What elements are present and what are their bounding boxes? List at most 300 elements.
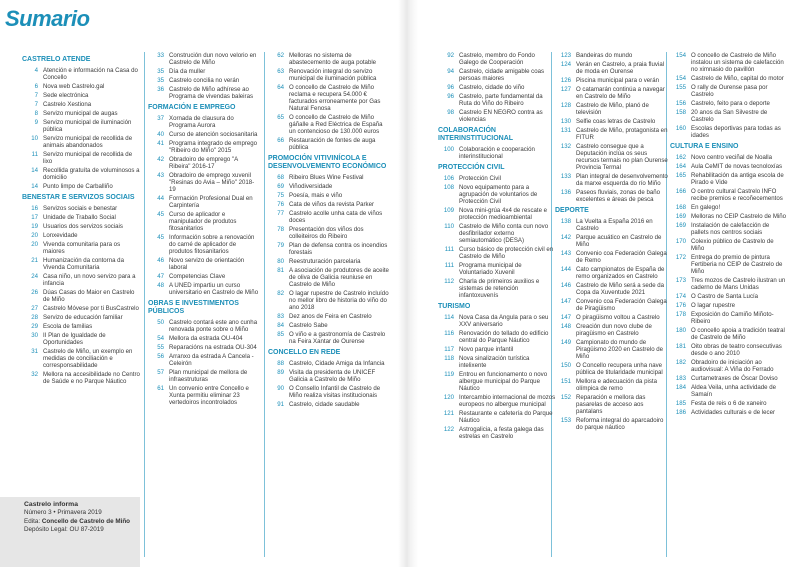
toc-entry-title: Unidade de Traballo Social	[43, 214, 116, 221]
toc-entry-title: Castrelo de Miño adhírese ao Programa de vivendas baleiras	[169, 86, 254, 100]
toc-page-number: 65	[277, 114, 284, 121]
toc-entry[interactable]	[268, 137, 390, 151]
toc-entry[interactable]	[22, 232, 142, 239]
toc-entry[interactable]	[148, 344, 260, 351]
column-rule	[264, 52, 265, 557]
toc-entry-title: O lagar rupestre de Castrelo incluído no mellor libro de historia do viño do ano 2018	[289, 290, 389, 311]
toc-entry-title: O concello de Castrelo de Miño reclama e recupera 54.000 € facturados erroneamente por Gas Natural Fenosa	[289, 84, 381, 112]
toc-entry[interactable]	[555, 61, 669, 75]
toc-entry[interactable]	[148, 211, 260, 232]
toc-entry[interactable]	[268, 322, 390, 329]
toc-entry-title: Visita da presidenta de UNICEF Galicia a Castrelo de Miño	[289, 369, 376, 383]
toc-entry[interactable]	[670, 100, 788, 107]
toc-entry-title: Viñodiversidade	[289, 183, 333, 190]
toc-entry-title: Intercambio internacional de mozos europeos no albergue municipal	[459, 394, 556, 408]
toc-entry[interactable]	[22, 135, 142, 149]
toc-page-number: 158	[675, 109, 686, 116]
toc-entry[interactable]	[555, 77, 669, 84]
toc-entry[interactable]	[438, 68, 556, 82]
toc-entry[interactable]	[268, 385, 390, 399]
toc-page-number: 90	[277, 385, 284, 392]
toc-entry[interactable]	[148, 234, 260, 255]
toc-page-number: 47	[157, 273, 164, 280]
toc-entry[interactable]	[555, 378, 669, 392]
toc-entry[interactable]	[438, 184, 556, 205]
toc-page-number: 77	[277, 210, 284, 217]
toc-entry[interactable]	[555, 86, 669, 100]
toc-entry[interactable]	[22, 273, 142, 287]
toc-entry[interactable]	[22, 214, 142, 221]
toc-page-number: 126	[560, 77, 571, 84]
toc-entry[interactable]	[148, 369, 260, 383]
toc-page-number: 174	[675, 293, 686, 300]
toc-entry-title: Renovación integral do servizo municipal de iluminación pública	[289, 68, 377, 82]
toc-entry[interactable]	[22, 110, 142, 117]
toc-entry[interactable]	[670, 311, 788, 325]
toc-entry[interactable]	[670, 375, 788, 382]
toc-entry[interactable]	[148, 156, 260, 170]
toc-entry-title: Aldea Veila, unha actividade de Samaín	[691, 384, 777, 398]
toc-entry[interactable]	[268, 258, 390, 265]
toc-entry-title: Programa integrado de emprego "Ribeiro do Miño" 2015	[169, 140, 258, 154]
toc-page-number: 144	[560, 266, 571, 273]
toc-entry[interactable]	[670, 327, 788, 341]
toc-entry[interactable]	[148, 86, 260, 100]
toc-entry[interactable]	[268, 84, 390, 112]
toc-page-number: 173	[675, 277, 686, 284]
toc-entry-title: Nova sinalización turística intelixente	[459, 355, 530, 369]
toc-entry-title: Atención e información na Casa do Concello	[43, 67, 138, 81]
toc-page-number: 124	[560, 61, 571, 68]
toc-page-number: 45	[157, 211, 164, 218]
toc-entry-title: Novo equipamento para a agrupación de voluntarios de Protección Civil	[459, 184, 538, 205]
toc-entry-title: Castrelo acolle unha cata de viños doces	[289, 210, 383, 224]
toc-page-number: 121	[443, 410, 454, 417]
toc-page-number: 169	[675, 213, 686, 220]
toc-entry-title: Tres mozos de Castrelo ilustran un caderno de Mans Unidas	[691, 277, 786, 291]
toc-entry-title: En galego!	[691, 204, 721, 211]
toc-entry-title: Dez anos de Feira en Castrelo	[289, 313, 372, 320]
toc-page-number: 89	[277, 369, 284, 376]
toc-entry[interactable]	[268, 360, 390, 367]
toc-page-number: 172	[675, 254, 686, 261]
toc-entry-title: Servizo municipal de recollida de animais abandonados	[43, 135, 133, 149]
toc-entry-title: Melloras no CEIP Castrelo de Miño	[691, 213, 787, 220]
toc-entry[interactable]	[268, 52, 390, 66]
toc-entry[interactable]	[670, 125, 788, 139]
toc-entry[interactable]	[438, 355, 556, 369]
toc-entry-title: Sede electrónica	[43, 92, 89, 99]
toc-entry-title: O rally de Ourense pasa por Castrelo	[691, 84, 768, 98]
toc-entry-title: Castrelo, cidade amigable coas persoas maiores	[459, 68, 545, 82]
toc-entry-title: Obradoiro de emprego xuvenil "Resinas do Avia – Miño" 2018-19	[169, 172, 255, 193]
toc-entry[interactable]	[438, 246, 556, 260]
toc-entry-title: Cata de viños da revista Parker	[289, 201, 375, 208]
toc-entry-title: Curso básico de protección civil en Castrelo de Miño	[459, 246, 554, 260]
toc-entry[interactable]	[438, 109, 556, 123]
toc-entry[interactable]	[268, 183, 390, 190]
toc-page-number: 153	[560, 417, 571, 424]
toc-entry-title: Servizo de educación familiar	[43, 314, 123, 321]
toc-entry[interactable]	[268, 369, 390, 383]
toc-entry[interactable]	[148, 385, 260, 406]
toc-entry[interactable]	[268, 201, 390, 208]
toc-page-number: 132	[560, 143, 571, 150]
toc-page-number: 117	[444, 346, 454, 353]
toc-entry-title: Castrelo, cidade saudable	[289, 401, 360, 408]
toc-entry-title: Reestruturación parcelaria	[289, 258, 361, 265]
section-heading: BENESTAR E SERVIZOS SOCIAIS	[22, 194, 135, 201]
toc-entry-title: O piragüismo voltou a Castrelo	[576, 314, 660, 321]
toc-page-number: 143	[560, 250, 571, 257]
toc-entry[interactable]	[268, 290, 390, 311]
toc-entry-title: Poesía, mais e viño	[289, 192, 343, 199]
toc-entry[interactable]	[555, 298, 669, 312]
imprint-publisher	[24, 518, 134, 526]
toc-entry[interactable]	[555, 339, 669, 360]
toc-entry-title: Programa municipal de Voluntariado Xuvenil	[459, 262, 522, 276]
toc-entry[interactable]	[438, 175, 556, 182]
toc-entry[interactable]	[670, 188, 788, 202]
toc-column	[555, 52, 669, 433]
toc-page-number: 149	[560, 339, 571, 346]
toc-entry-title: O catamarán continúa a navegar en Castrelo de Miño	[576, 86, 665, 100]
imprint-legal-deposit: Depósito Legal: OU 87-2019	[24, 525, 104, 533]
toc-page-number: 41	[157, 140, 164, 147]
toc-page-number: 42	[157, 156, 164, 163]
toc-column	[670, 52, 788, 418]
toc-entry[interactable]	[268, 114, 390, 135]
toc-entry[interactable]	[22, 151, 142, 165]
toc-entry[interactable]	[438, 84, 556, 91]
toc-entry-title: Castrelo Xestiona	[43, 101, 92, 108]
toc-entry-title: Curtametraxes de Óscar Doviso	[691, 375, 778, 382]
toc-entry[interactable]	[438, 371, 556, 392]
toc-entry[interactable]	[268, 331, 390, 345]
toc-entry[interactable]	[22, 348, 142, 369]
toc-entry[interactable]	[268, 401, 390, 408]
toc-page-number: 156	[675, 100, 686, 107]
toc-entry-title: O concello de Castrelo de Miño instalou un sistema de calefacción no ximnasio do pavillón	[691, 52, 784, 73]
toc-entry[interactable]	[555, 323, 669, 337]
toc-entry[interactable]	[555, 173, 669, 187]
toc-entry[interactable]	[438, 223, 556, 244]
toc-page-number: 165	[675, 172, 686, 179]
toc-entry[interactable]	[438, 346, 556, 353]
toc-entry[interactable]	[22, 257, 142, 271]
toc-entry[interactable]	[148, 319, 260, 333]
toc-page-number: 26	[31, 289, 38, 296]
toc-entry[interactable]	[22, 167, 142, 181]
toc-entry-title: Día da muller	[169, 68, 206, 75]
toc-page-number: 120	[443, 394, 454, 401]
imprint-publisher-value: Concello de Castrelo de Miño	[41, 517, 131, 525]
toc-page-number: 62	[277, 52, 284, 59]
toc-entry[interactable]	[555, 52, 669, 59]
toc-entry[interactable]	[22, 332, 142, 346]
toc-entry-title: Castrelo EN NEGRO contra as violencias	[459, 109, 543, 123]
toc-entry-title: Colexio público de Castrelo de Miño	[691, 238, 774, 252]
toc-entry[interactable]	[670, 172, 788, 186]
toc-entry[interactable]	[670, 52, 788, 73]
toc-entry[interactable]	[555, 362, 669, 376]
imprint-heading: Castrelo informa	[24, 501, 79, 508]
toc-entry[interactable]	[670, 384, 788, 398]
toc-entry-title: Un convenio entre Concello e Xunta permitiu eliminar 23 vertedoiros incontrolados	[169, 385, 249, 406]
toc-entry[interactable]	[22, 119, 142, 133]
toc-entry[interactable]	[670, 204, 788, 211]
toc-entry[interactable]	[670, 84, 788, 98]
toc-entry-title: Servizo municipal de iluminación pública	[43, 119, 132, 133]
toc-entry-title: Astrogalicia, a festa galega das estrelas en Castrelo	[459, 426, 544, 440]
section-heading: CULTURA E ENSINO	[670, 143, 739, 150]
toc-entry[interactable]	[22, 305, 142, 312]
toc-entry-title: Castrelo de Miño, planó de televisión	[576, 102, 649, 116]
toc-entry[interactable]	[268, 267, 390, 288]
toc-page-number: 37	[157, 115, 164, 122]
toc-entry[interactable]	[22, 314, 142, 321]
toc-entry[interactable]	[555, 102, 669, 116]
toc-entry-title: Castrelo, Cidade Amiga da Infancia	[289, 360, 385, 367]
toc-entry[interactable]	[670, 222, 788, 236]
toc-page-number: 6	[34, 83, 38, 90]
toc-page-number: 133	[560, 173, 571, 180]
toc-entry-title: Aula CeMIT de novas tecnoloxías	[691, 163, 783, 170]
toc-entry-title: Selfie coas letras de Castrelo	[576, 118, 656, 125]
toc-entry-title: Formación Profesional Dual en Carpintería	[169, 195, 253, 209]
toc-entry[interactable]	[438, 410, 556, 424]
toc-page-number: 29	[31, 323, 38, 330]
toc-entry[interactable]	[148, 131, 260, 138]
toc-entry-title: Punto limpo de Carballiño	[43, 183, 113, 190]
toc-entry-title: Castrelo de Miño conta cun novo desfibrilador externo semiautomático (DESA)	[459, 223, 549, 244]
toc-entry[interactable]	[148, 353, 260, 367]
toc-entry[interactable]	[268, 68, 390, 82]
toc-entry[interactable]	[22, 67, 142, 81]
toc-entry-title: Escola de familias	[43, 323, 93, 330]
toc-entry[interactable]	[22, 241, 142, 255]
toc-entry[interactable]	[148, 282, 260, 296]
toc-entry-title: Servizos sociais e benestar	[43, 205, 118, 212]
toc-page-number: 106	[443, 175, 454, 182]
toc-entry[interactable]	[670, 409, 788, 416]
toc-page-number: 69	[277, 183, 284, 190]
toc-entry[interactable]	[148, 68, 260, 75]
toc-entry[interactable]	[22, 289, 142, 303]
toc-page-number: 85	[277, 331, 284, 338]
toc-entry-title: Melloras no sistema de abastecemento de auga potable	[289, 52, 377, 66]
toc-page-number: 61	[157, 385, 164, 392]
toc-entry-title: Campionato do mundo de Piragüismo 2020 en Castrelo de Miño	[576, 339, 664, 360]
toc-entry-title: O lagar rupestre	[691, 302, 736, 309]
toc-entry[interactable]	[22, 101, 142, 108]
toc-entry-title: Cato campionatos de España de remo organizados en Castrelo	[576, 266, 665, 280]
toc-entry-title: Oito obras de teatro consecutivas desde o ano 2010	[691, 343, 782, 357]
toc-entry-title: II Plan de Igualdade de Oportunidades	[43, 332, 106, 346]
toc-page-number: 148	[560, 323, 571, 330]
toc-page-number: 100	[443, 146, 454, 153]
toc-entry[interactable]	[555, 394, 669, 415]
toc-entry[interactable]	[148, 77, 260, 84]
section-heading: OBRAS E INVESTIMENTOS PÚBLICOS	[148, 300, 239, 315]
toc-entry[interactable]	[148, 115, 260, 129]
toc-entry-title: Obradoiro de iniciación ao audiovisual: A Viña do Ferrado	[691, 359, 774, 373]
toc-page-number: 24	[31, 273, 38, 280]
toc-entry[interactable]	[670, 277, 788, 291]
toc-entry[interactable]	[438, 426, 556, 440]
toc-page-number: 46	[157, 257, 164, 264]
toc-entry[interactable]	[555, 189, 669, 203]
toc-page-number: 142	[560, 234, 571, 241]
toc-entry[interactable]	[148, 140, 260, 154]
toc-entry-title: Información sobre a renovación do carné de aplicador de produtos fitosanitarios	[169, 234, 255, 255]
toc-page-number: 27	[31, 305, 38, 312]
toc-entry[interactable]	[670, 293, 788, 300]
column-rule	[144, 52, 145, 557]
toc-page-number: 91	[277, 401, 284, 408]
toc-entry[interactable]	[148, 335, 260, 342]
toc-entry[interactable]	[438, 207, 556, 221]
toc-entry[interactable]	[555, 234, 669, 248]
toc-entry-title: Festa de reis o 6 de xaneiro	[691, 400, 767, 407]
toc-entry[interactable]	[555, 266, 669, 280]
toc-entry-title: Castrelo, membro do Fondo Galego de Cooperación	[459, 52, 535, 66]
toc-page-number: 164	[675, 163, 686, 170]
toc-entry[interactable]	[148, 195, 260, 209]
toc-entry[interactable]	[670, 213, 788, 220]
toc-entry[interactable]	[22, 183, 142, 190]
toc-page-number: 81	[277, 267, 284, 274]
toc-entry[interactable]	[438, 262, 556, 276]
toc-entry[interactable]	[268, 226, 390, 240]
toc-entry[interactable]	[438, 394, 556, 408]
toc-page-number: 48	[157, 282, 164, 289]
toc-page-number: 181	[675, 343, 686, 350]
imprint-issue: Número 3 • Primavera 2019	[24, 509, 102, 517]
toc-page-number: 136	[560, 189, 571, 196]
toc-entry[interactable]	[438, 146, 556, 160]
toc-entry[interactable]	[438, 93, 556, 107]
toc-page-number: 154	[675, 52, 686, 59]
toc-entry[interactable]	[670, 343, 788, 357]
toc-page-number: 108	[443, 184, 454, 191]
toc-entry[interactable]	[670, 154, 788, 161]
toc-entry[interactable]	[438, 330, 556, 344]
toc-page-number: 160	[675, 125, 686, 132]
toc-page-number: 28	[31, 314, 38, 321]
toc-page-number: 176	[675, 302, 686, 309]
toc-page-number: 110	[444, 223, 454, 230]
toc-entry-title: Novo centro veciñal de Noalla	[691, 154, 772, 161]
toc-entry[interactable]	[555, 417, 669, 431]
toc-entry[interactable]	[22, 83, 142, 90]
toc-entry[interactable]	[555, 127, 669, 141]
toc-page-number: 146	[560, 282, 571, 289]
toc-entry[interactable]	[555, 282, 669, 296]
toc-entry-title: Colaboración e cooperación interinstitucional	[459, 146, 535, 160]
toc-page-number: 31	[31, 348, 38, 355]
toc-entry-title: Castrelo de Miño, capital do motor	[691, 75, 784, 82]
toc-entry[interactable]	[268, 192, 390, 199]
toc-entry[interactable]	[555, 118, 669, 125]
toc-entry[interactable]	[268, 313, 390, 320]
toc-entry[interactable]	[22, 323, 142, 330]
section-heading: COLABORACIÓN INTERINSTITUCIONAL	[438, 127, 514, 142]
toc-entry[interactable]	[148, 52, 260, 66]
toc-entry[interactable]	[148, 273, 260, 280]
toc-entry-title: Convenio coa Federación Galega de Remo	[576, 250, 667, 264]
toc-page-number: 64	[277, 84, 284, 91]
toc-entry-title: 20 anos da San Silvestre de Castrelo	[691, 109, 768, 123]
toc-entry[interactable]	[555, 218, 669, 232]
toc-entry[interactable]	[555, 143, 669, 171]
toc-entry[interactable]	[670, 163, 788, 170]
toc-entry-title: Protección Civil	[459, 175, 501, 182]
toc-entry[interactable]	[670, 302, 788, 309]
toc-entry[interactable]	[555, 314, 669, 321]
toc-entry[interactable]	[268, 210, 390, 224]
toc-page-number: 57	[157, 369, 164, 376]
toc-entry-title: Casa niño, un novo servizo para a infancia	[43, 273, 136, 287]
toc-entry-title: Recollida gratuíta de voluminosos a domicilio	[43, 167, 140, 181]
toc-entry[interactable]	[670, 400, 788, 407]
toc-entry[interactable]	[22, 223, 142, 230]
toc-entry-title: O viño e a gastronomía de Castrelo na Feira Xantar de Ourense	[289, 331, 386, 345]
toc-entry[interactable]	[555, 250, 669, 264]
toc-entry[interactable]	[670, 238, 788, 252]
toc-page-number: 40	[157, 131, 164, 138]
toc-entry-title: Nova Casa da Angula para o seu XXV aniversario	[459, 314, 549, 328]
toc-entry-title: Parque acuático en Castrelo de Miño	[576, 234, 662, 248]
toc-entry-title: Plan integral de desenvolvemento da marxe esquerda do río Miño	[576, 173, 668, 187]
toc-entry[interactable]	[268, 242, 390, 256]
toc-page-number: 76	[277, 201, 284, 208]
toc-entry-title: Novo parque infantil	[459, 346, 514, 353]
toc-entry-title: Paseos fluviais, zonas de baño excelentes e áreas de pesca	[576, 189, 661, 203]
toc-entry-title: Entrou en funcionamento o novo albergue municipal do Parque Náutico	[459, 371, 548, 392]
toc-entry[interactable]	[438, 314, 556, 328]
toc-page-number: 79	[277, 242, 284, 249]
toc-entry[interactable]	[22, 205, 142, 212]
toc-entry-title: Castrelo Sabe	[289, 322, 328, 329]
toc-entry[interactable]	[22, 92, 142, 99]
toc-entry[interactable]	[438, 52, 556, 66]
page-title: Sumario	[5, 6, 90, 31]
toc-entry-title: O concello de Castrelo de Miño gáñalle a Red Eléctrica de España un contencioso de 130.000 euros	[289, 114, 383, 135]
toc-entry-title: Reforma integral do aparcadoiro do parque náutico	[576, 417, 664, 431]
toc-page-number: 180	[675, 327, 686, 334]
toc-page-number: 10	[31, 135, 38, 142]
toc-page-number: 7	[34, 92, 38, 99]
toc-entry[interactable]	[22, 371, 142, 385]
toc-entry-title: Castrelo de Miño será a sede da Copa da Xuventude 2021	[576, 282, 665, 296]
toc-page-number: 88	[277, 360, 284, 367]
toc-page-number: 155	[675, 84, 686, 91]
section-heading: CASTRELO ATENDE	[22, 56, 91, 63]
toc-page-number: 35	[157, 77, 164, 84]
toc-entry[interactable]	[670, 75, 788, 82]
toc-entry[interactable]	[670, 359, 788, 373]
toc-entry-title: O Consello Infantil de Castrelo de Miño realiza visitas institucionais	[289, 385, 381, 399]
toc-entry[interactable]	[148, 172, 260, 193]
toc-entry[interactable]	[148, 257, 260, 271]
imprint-publisher-label: Edita:	[24, 517, 41, 525]
toc-entry[interactable]	[438, 278, 556, 299]
toc-entry[interactable]	[670, 109, 788, 123]
toc-entry[interactable]	[268, 174, 390, 181]
toc-page-number: 152	[560, 394, 571, 401]
toc-entry[interactable]	[670, 254, 788, 275]
